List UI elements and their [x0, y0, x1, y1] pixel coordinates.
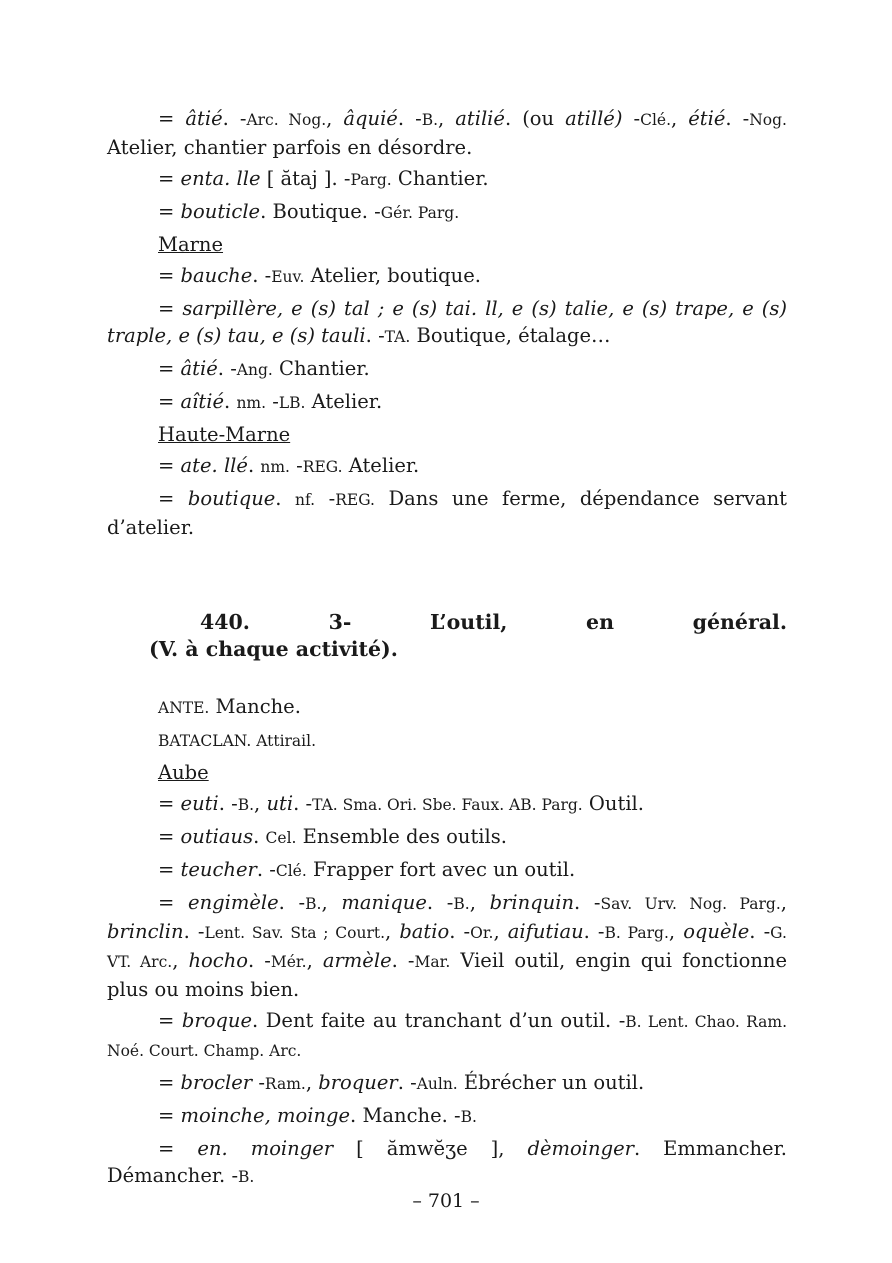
section-heading-line [149, 609, 787, 636]
section-number: 440. [200, 610, 250, 634]
page-body [107, 105, 787, 1195]
heading-word: en [586, 610, 614, 634]
entry-line: = âtié. -Ang. Chantier. [158, 357, 370, 380]
entry-line: = brocler -Ram., broquer. -Auln. Ébrécher un outil. [158, 1071, 645, 1094]
region-heading: Marne [158, 233, 224, 256]
heading-word: 3- [328, 610, 352, 634]
entry-line: = en. moinger [ ămwĕʒe ], dèmoinger. Emmancher. Démancher. -B. [107, 1137, 787, 1187]
entry-line: = moinche, moinge. Manche. -B. [158, 1104, 477, 1127]
entry-line: = bauche. -Euv. Atelier, boutique. [158, 264, 481, 287]
entry-line: = boutique. nf. -REG. Dans une ferme, dépendance servant d’atelier. [107, 487, 787, 539]
heading-word: L’outil, [430, 610, 508, 634]
entry-line: = sarpillère, e (s) tal ; e (s) tai. ll, e (s) talie, e (s) trape, e (s) traple, e (s) tau, e (s) tauli. -TA. Boutique, étalage… [107, 297, 787, 347]
entry-line: = broque. Dent faite au tranchant d’un outil. -B. Lent. Chao. Ram. Noé. Court. Champ. Arc. [107, 1009, 787, 1060]
heading-word: général. [692, 610, 787, 634]
entry-line: = ate. llé. nm. -REG. Atelier. [158, 454, 420, 477]
section-heading-subtitle: (V. à chaque activité). [149, 637, 398, 661]
section-heading [149, 609, 787, 663]
entry-line: = outiaus. Cel. Ensemble des outils. [158, 825, 507, 848]
entry-line: = teucher. -Clé. Frapper fort avec un outil. [158, 858, 576, 881]
region-heading: Haute-Marne [158, 423, 291, 446]
region-heading: Aube [158, 761, 209, 784]
entry-line: = âtié. -Arc. Nog., âquié. -B., atilié. (ou atillé) -Clé., étié. -Nog. Atelier, chantier parfois en désordre. [107, 107, 787, 159]
entry-line: = engimèle. -B., manique. -B., brinquin. -Sav. Urv. Nog. Parg., brinclin. -Lent. Sav. Sta ; Court., batio. -Or., aifutiau. -B. Parg., oquèle. -G. VT. Arc., hocho. -Mér., armèle. -Mar. Vieil outil, engin qui fonctionne plus ou moins bien. [107, 891, 787, 1001]
entry-line: ANTE. Manche. [158, 695, 301, 718]
entry-line: = euti. -B., uti. -TA. Sma. Ori. Sbe. Faux. AB. Parg. Outil. [158, 792, 644, 815]
entry-line: = bouticle. Boutique. -Gér. Parg. [158, 200, 460, 223]
entry-line: = enta. lle [ ătaj ]. -Parg. Chantier. [158, 167, 489, 190]
entry-line: BATACLAN. Attirail. [158, 732, 317, 750]
entry-line: = aîtié. nm. -LB. Atelier. [158, 390, 383, 413]
page-number: – 701 – [412, 1190, 480, 1212]
section-body [107, 693, 787, 1191]
